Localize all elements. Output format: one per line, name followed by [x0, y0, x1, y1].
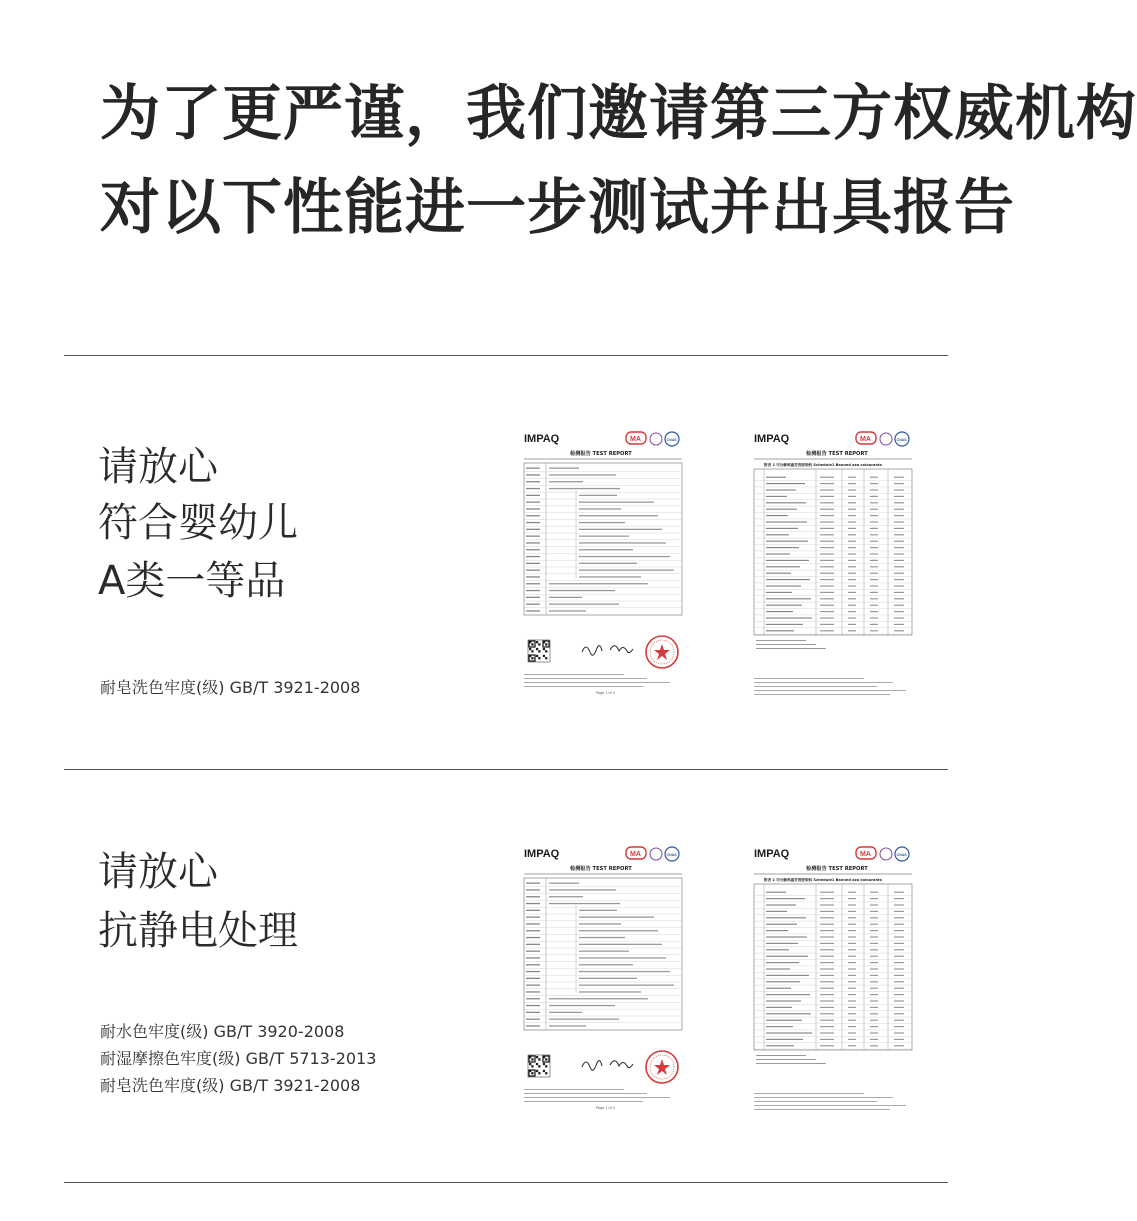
report-page-number: Page 1 of 3: [596, 1106, 616, 1110]
report-title-text: 检测报告 TEST REPORT: [806, 451, 868, 457]
cnas-seal-text: CNAS: [896, 438, 907, 442]
ma-seal-text: MA: [860, 436, 871, 443]
test-report-page-1: [514, 843, 692, 1123]
report-brand-text: IMPAQ: [524, 848, 560, 860]
divider-bottom: [64, 1182, 948, 1183]
report-table: [754, 469, 912, 635]
headline-line-1: 为了更严谨，我们邀请第三方权威机构: [100, 79, 1137, 149]
schedule-title-text: 附表 1 可分解致癌芳香胺染料 Schedule1 Banned azo colourants: [764, 463, 882, 467]
standard-2-3: 耐皂洗色牢度(级) GB/T 3921-2008: [100, 1076, 361, 1095]
report-brand-text: IMPAQ: [524, 433, 560, 445]
ma-seal-text: MA: [630, 436, 641, 443]
test-report-page-1: [514, 428, 692, 708]
report-table: [524, 878, 682, 1030]
claim-2-line-2: 抗静电处理: [98, 908, 298, 954]
cnas-seal-text: CNAS: [666, 853, 677, 857]
report-page-number: Page 1 of 3: [596, 691, 616, 695]
standard-2-2: 耐湿摩擦色牢度(级) GB/T 5713-2013: [100, 1049, 377, 1068]
divider-middle: [64, 769, 948, 770]
ma-seal-text: MA: [860, 851, 871, 858]
official-stamp-icon: [646, 1051, 678, 1083]
ilac-icon: [650, 848, 662, 860]
claim-1-line-3: A类一等品: [98, 558, 286, 604]
signature-icon: [610, 1061, 633, 1068]
official-stamp-icon: [646, 636, 678, 668]
claim-1-line-2: 符合婴幼儿: [98, 500, 298, 546]
report-table: [754, 884, 912, 1050]
ilac-icon: [880, 433, 892, 445]
ilac-icon: [650, 433, 662, 445]
report-title-text: 检测报告 TEST REPORT: [570, 866, 632, 872]
test-report-page-2: [744, 428, 922, 708]
claim-2-line-1: 请放心: [98, 849, 218, 895]
signature-icon: [582, 646, 602, 656]
claim-1-line-1: 请放心: [98, 444, 218, 490]
standard-1-1: 耐皂洗色牢度(级) GB/T 3921-2008: [100, 678, 361, 697]
test-report-page-2: [744, 843, 922, 1123]
cnas-seal-text: CNAS: [896, 853, 907, 857]
qr-code-icon: [528, 640, 550, 662]
standard-2-1: 耐水色牢度(级) GB/T 3920-2008: [100, 1022, 345, 1041]
report-table: [524, 463, 682, 615]
ilac-icon: [880, 848, 892, 860]
report-brand-text: IMPAQ: [754, 433, 790, 445]
report-title-text: 检测报告 TEST REPORT: [806, 866, 868, 872]
divider-top: [64, 355, 948, 356]
schedule-title-text: 附表 1 可分解致癌芳香胺染料 Schedule1 Banned azo colourants: [764, 878, 882, 882]
qr-code-icon: [528, 1055, 550, 1077]
signature-icon: [582, 1061, 602, 1071]
ma-seal-text: MA: [630, 851, 641, 858]
headline-line-2: 对以下性能进一步测试并出具报告: [100, 173, 1015, 243]
signature-icon: [610, 646, 633, 653]
report-title-text: 检测报告 TEST REPORT: [570, 451, 632, 457]
report-brand-text: IMPAQ: [754, 848, 790, 860]
cnas-seal-text: CNAS: [666, 438, 677, 442]
